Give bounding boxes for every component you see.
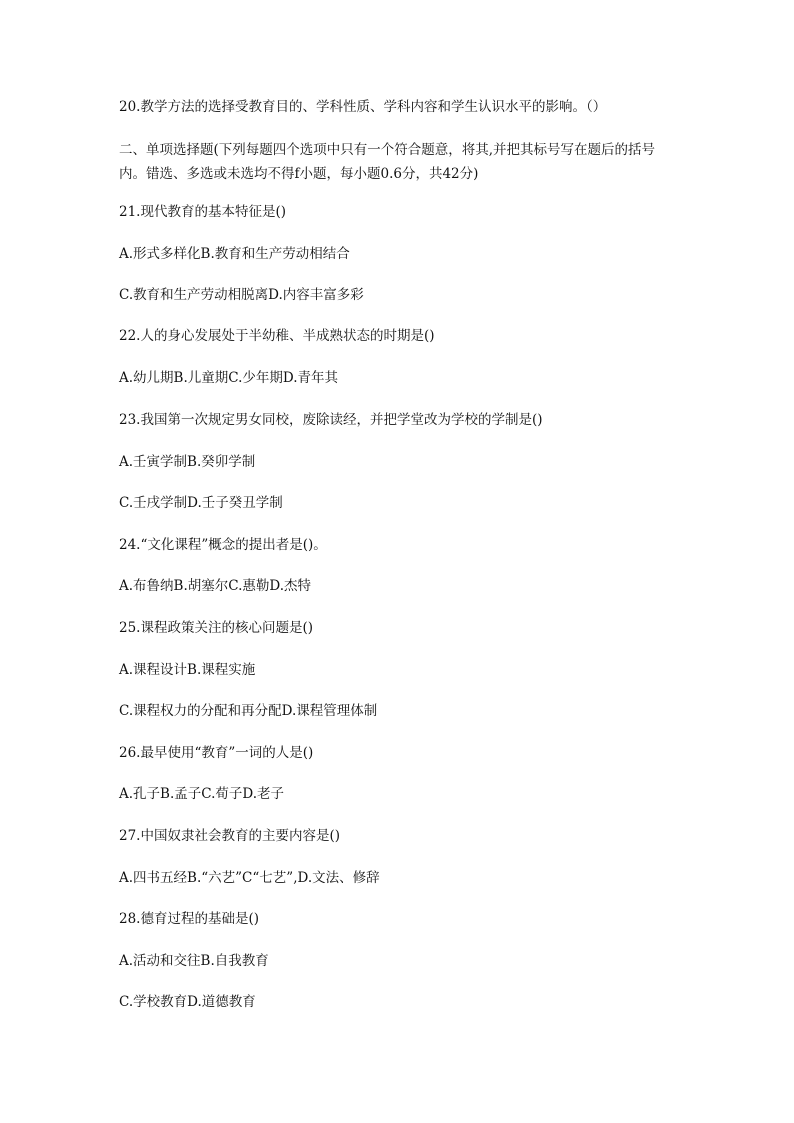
question-23-options-cd: C.壬戌学制D.壬子癸丑学制 [119,495,283,511]
question-26-options: A.孔子B.孟子C.荀子D.老子 [119,786,285,802]
question-22: 22.人的身心发展处于半幼稚、半成熟状态的时期是() [119,328,435,344]
question-22-options: A.幼儿期B.儿童期C.少年期D.青年其 [119,370,339,386]
question-27-options: A.四书五经B.“六艺”C“七艺”,D.文法、修辞 [119,870,380,886]
question-28-options-ab: A.活动和交往B.自我教育 [119,953,269,969]
question-25: 25.课程政策关注的核心问题是() [119,620,314,636]
question-25-options-cd: C.课程权力的分配和再分配D.课程管理体制 [119,703,378,719]
question-21-options-ab: A.形式多样化B.教育和生产劳动相结合 [119,246,350,262]
question-26: 26.最早使用“教育”一词的人是() [119,745,314,761]
question-24-options: A.布鲁纳B.胡塞尔C.惠勒D.杰特 [119,578,312,594]
question-28-options-cd: C.学校教育D.道德教育 [119,994,256,1010]
question-28: 28.德育过程的基础是() [119,911,260,927]
question-25-options-ab: A.课程设计B.课程实施 [119,662,256,678]
question-23: 23.我国第一次规定男女同校，废除读经，并把学堂改为学校的学制是() [119,412,543,428]
question-21-options-cd: C.教育和生产劳动相脱离D.内容丰富多彩 [119,287,364,303]
question-23-options-ab: A.壬寅学制B.癸卯学制 [119,454,256,470]
question-24: 24.“文化课程”概念的提出者是()。 [119,537,327,553]
section-heading-single-choice: 二、单项选择题(下列每题四个选项中只有一个符合题意，将其,并把其标号写在题后的括号内。错选、多选或未选均不得f小题，每小题0.6分，共42分) [119,142,656,182]
question-21: 21.现代教育的基本特征是() [119,204,287,220]
question-20: 20.教学方法的选择受教育目的、学科性质、学科内容和学生认识水平的影响。（） [119,99,607,115]
question-27: 27.中国奴隶社会教育的主要内容是() [119,828,341,844]
